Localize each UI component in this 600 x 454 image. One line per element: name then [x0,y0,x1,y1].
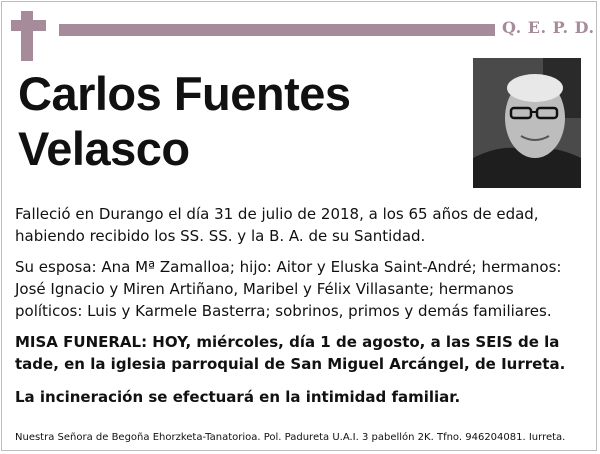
mass-line-2: tade, en la iglesia parroquial de San Miguel Arcángel, de Iurreta. [15,355,566,373]
family-list [15,256,575,322]
family-line-2: José Ignacio y Miren Artiñano, Maribel y Félix Villasante; hermanos [15,280,514,298]
header-band [59,24,495,36]
name-line-2: Velasco [18,122,190,175]
cremation-note: La incineración se efectuará en la intimidad familiar. [15,388,461,406]
cross-icon [21,11,33,61]
portrait-photo [473,58,581,188]
funeral-home-footer: Nuestra Señora de Begoña Ehorzketa-Tanatorioa. Pol. Padureta U.A.I. 3 pabellón 2K. Tfno. 946204081. Iurreta. [15,432,566,443]
funeral-mass [15,331,575,375]
mass-line-1: MISA FUNERAL: HOY, miércoles, día 1 de agosto, a las SEIS de la [15,333,560,351]
death-notice [15,203,575,247]
deceased-name [18,66,351,176]
death-line-2: habiendo recibido los SS. SS. y la B. A. de su Santidad. [15,227,426,245]
death-line-1: Falleció en Durango el día 31 de julio de 2018, a los 65 años de edad, [15,205,539,223]
family-line-3: políticos: Luis y Karmele Basterra; sobrinos, primos y demás familiares. [15,302,552,320]
portrait-figure [473,58,581,188]
name-line-1: Carlos Fuentes [18,67,351,120]
rip-label: Q. E. P. D. [502,18,595,37]
family-line-1: Su esposa: Ana Mª Zamalloa; hijo: Aitor y Eluska Saint-André; hermanos: [15,258,562,276]
cross-icon-bar [11,20,46,31]
